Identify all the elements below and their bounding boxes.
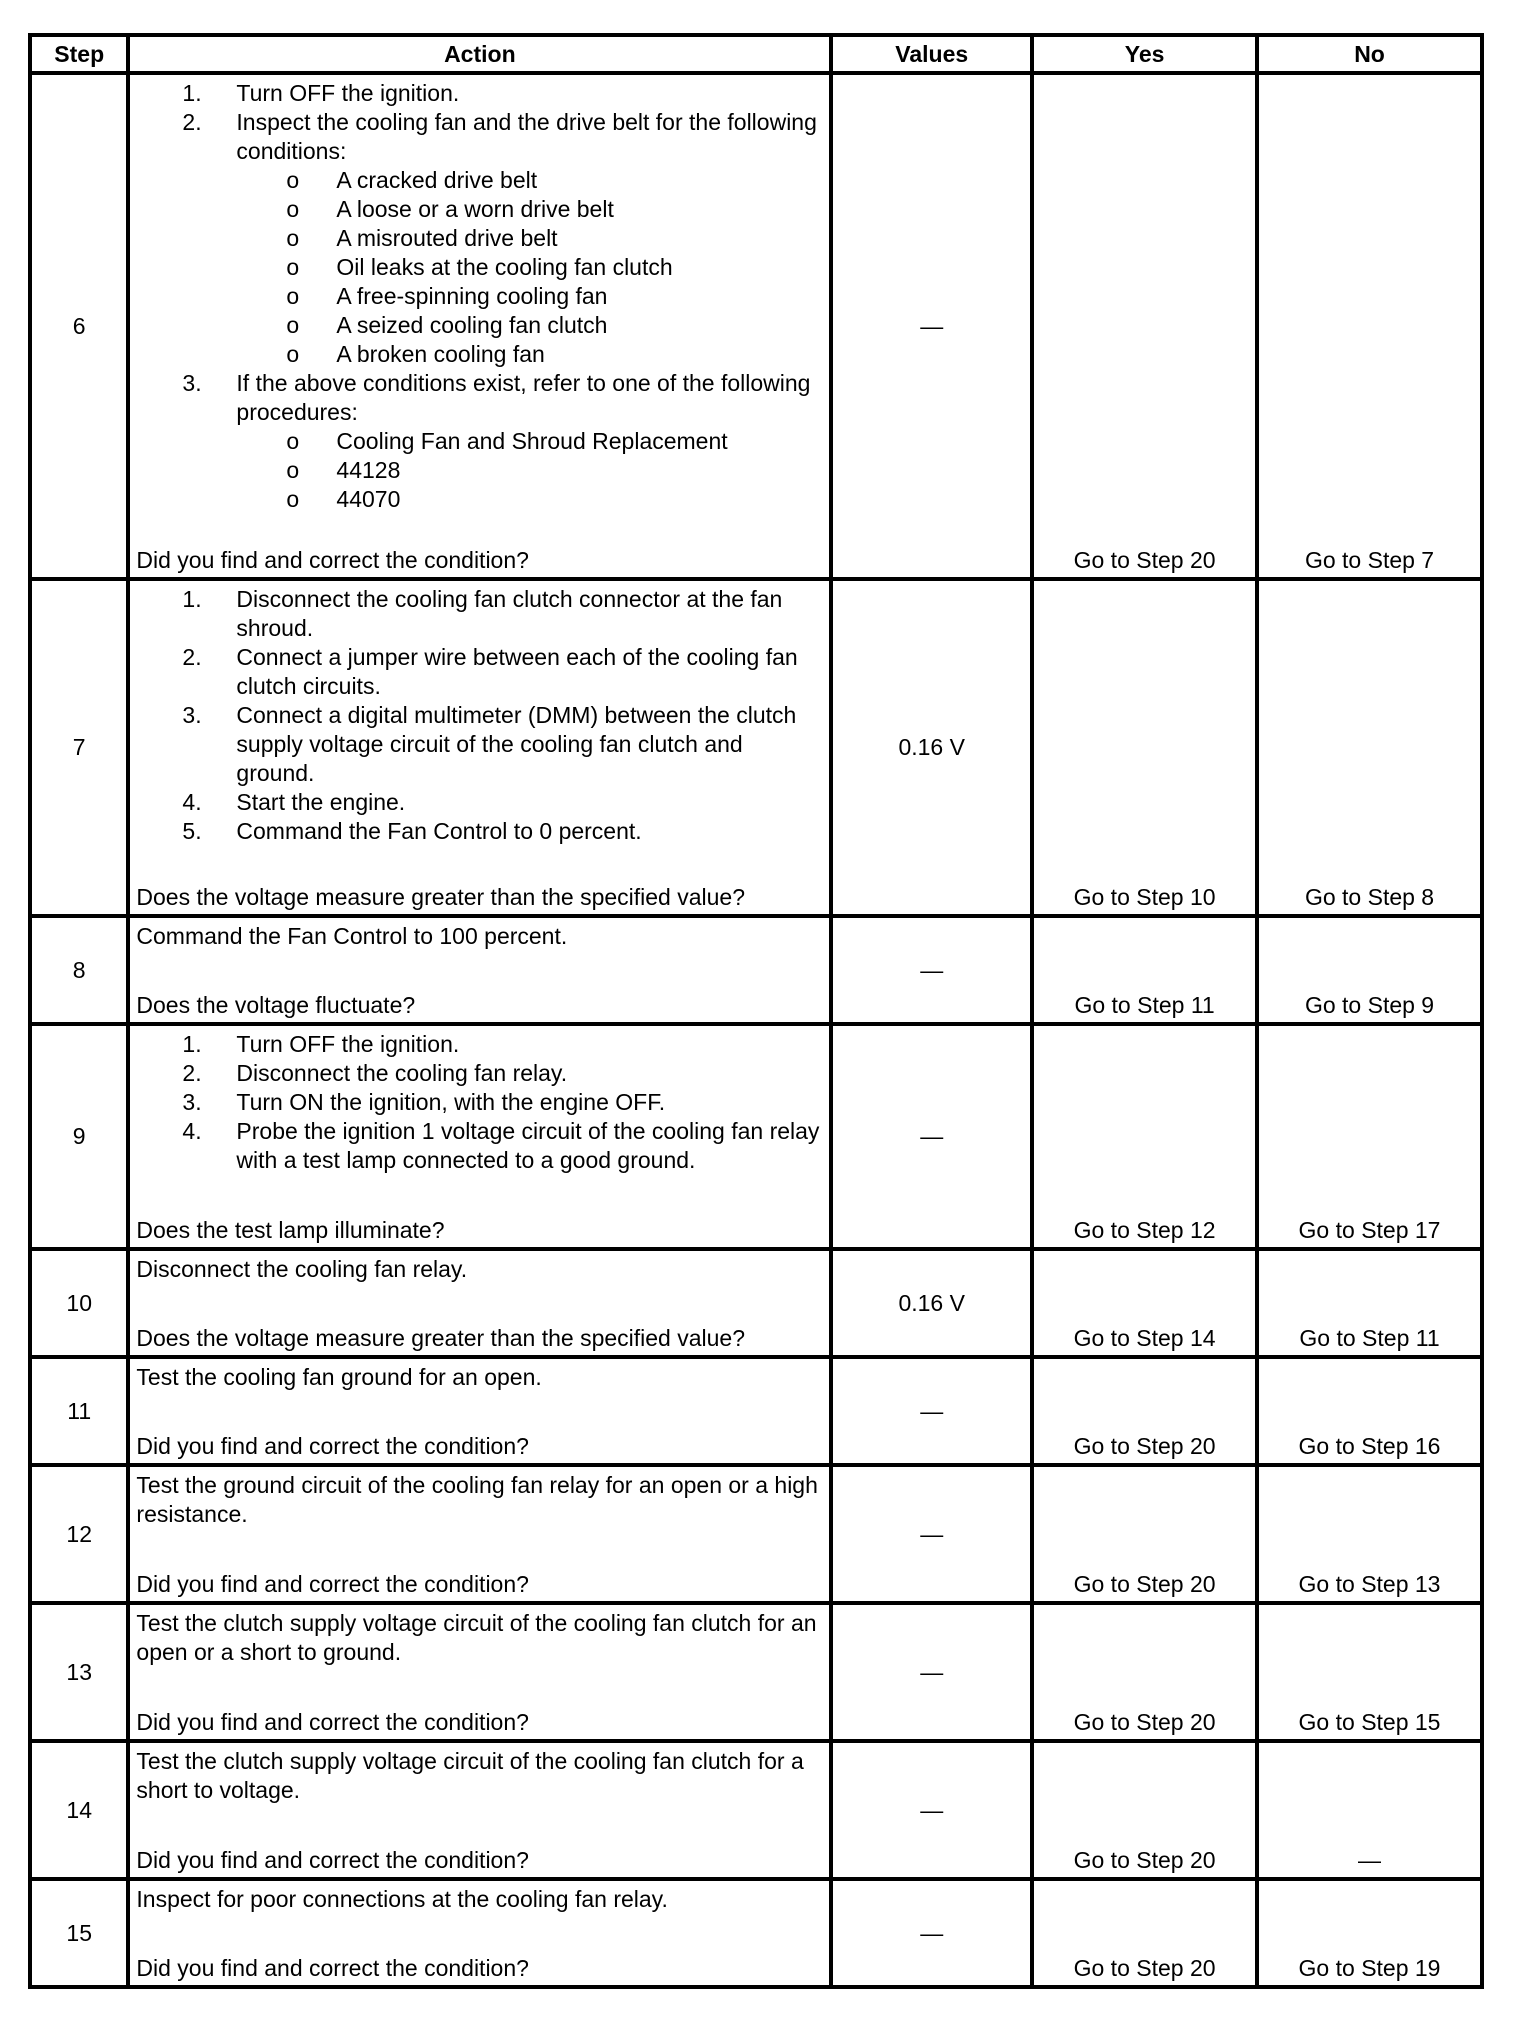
- procedure-item: [136, 1117, 823, 1175]
- bullet-icon: o: [286, 167, 300, 193]
- action-question: Did you find and correct the condition?: [136, 1709, 529, 1735]
- condition-item: [136, 253, 823, 282]
- condition-item: [136, 195, 823, 224]
- action-instructions: [136, 585, 823, 846]
- action-instructions: [136, 1255, 823, 1284]
- yes-result: Go to Step 11: [1032, 916, 1257, 1024]
- bullet-icon: o: [286, 312, 300, 338]
- header-action: Action: [128, 35, 831, 73]
- condition-item: [136, 427, 823, 456]
- spec-value: 0.16 V: [831, 1249, 1032, 1357]
- item-number: 2.: [182, 1060, 202, 1086]
- condition-text: Oil leaks at the cooling fan clutch: [336, 254, 673, 280]
- spec-value: —: [831, 1603, 1032, 1741]
- procedure-list: [136, 585, 823, 846]
- action-content: [136, 585, 823, 912]
- item-number: 5.: [182, 818, 202, 844]
- item-text: Disconnect the cooling fan relay.: [236, 1060, 568, 1086]
- yes-result: Go to Step 10: [1032, 579, 1257, 916]
- procedure-item: [136, 643, 823, 701]
- item-text: Inspect the cooling fan and the drive belt for the following conditions:: [236, 109, 817, 164]
- no-result: Go to Step 11: [1257, 1249, 1482, 1357]
- condition-text: Cooling Fan and Shroud Replacement: [336, 428, 728, 454]
- table-row: [30, 1741, 1482, 1879]
- action-question: Does the voltage measure greater than the specified value?: [136, 1325, 746, 1351]
- spec-value: —: [831, 1357, 1032, 1465]
- spec-value: —: [831, 1879, 1032, 1987]
- bullet-icon: o: [286, 341, 300, 367]
- action-intro: Test the cooling fan ground for an open.: [136, 1364, 542, 1390]
- bullet-icon: o: [286, 428, 300, 454]
- action-question: Did you find and correct the condition?: [136, 547, 529, 573]
- action-cell: [128, 1249, 831, 1357]
- action-content: [136, 1030, 823, 1245]
- item-text: Start the engine.: [236, 789, 406, 815]
- bullet-icon: o: [286, 254, 300, 280]
- item-text: Turn ON the ignition, with the engine OFF.: [236, 1089, 666, 1115]
- condition-list: [236, 427, 823, 514]
- procedure-item: [136, 369, 823, 514]
- condition-item: [136, 282, 823, 311]
- action-intro: Disconnect the cooling fan relay.: [136, 1256, 468, 1282]
- item-number: 1.: [182, 586, 202, 612]
- action-instructions: [136, 1747, 823, 1805]
- action-instructions: [136, 1471, 823, 1529]
- item-number: 2.: [182, 644, 202, 670]
- item-text: Turn OFF the ignition.: [236, 80, 460, 106]
- table-row: [30, 1024, 1482, 1249]
- yes-result: Go to Step 14: [1032, 1249, 1257, 1357]
- yes-result: Go to Step 20: [1032, 1357, 1257, 1465]
- item-number: 4.: [182, 789, 202, 815]
- item-text: Probe the ignition 1 voltage circuit of the cooling fan relay with a test lamp connected to a good ground.: [236, 1118, 820, 1173]
- procedure-item: [136, 817, 823, 846]
- step-number: 13: [30, 1603, 128, 1741]
- table-row: [30, 1603, 1482, 1741]
- action-intro: Inspect for poor connections at the cooling fan relay.: [136, 1886, 668, 1912]
- table-row: [30, 916, 1482, 1024]
- condition-text: A broken cooling fan: [336, 341, 545, 367]
- action-cell: [128, 1603, 831, 1741]
- condition-text: 44070: [336, 486, 401, 512]
- item-text: Turn OFF the ignition.: [236, 1031, 460, 1057]
- step-number: 14: [30, 1741, 128, 1879]
- bullet-icon: o: [286, 457, 300, 483]
- action-question: Did you find and correct the condition?: [136, 1571, 529, 1597]
- yes-result: Go to Step 20: [1032, 1465, 1257, 1603]
- item-number: 3.: [182, 1089, 202, 1115]
- bullet-icon: o: [286, 196, 300, 222]
- table-row: [30, 579, 1482, 916]
- action-content: [136, 1255, 823, 1353]
- step-number: 7: [30, 579, 128, 916]
- condition-item: [136, 340, 823, 369]
- item-text: Connect a digital multimeter (DMM) between the clutch supply voltage circuit of the cooling fan clutch and ground.: [236, 702, 797, 786]
- procedure-item: [136, 108, 823, 369]
- action-content: [136, 922, 823, 1020]
- action-question: Did you find and correct the condition?: [136, 1847, 529, 1873]
- spec-value: —: [831, 1465, 1032, 1603]
- header-step: Step: [30, 35, 128, 73]
- yes-result: Go to Step 20: [1032, 1603, 1257, 1741]
- yes-result: Go to Step 20: [1032, 1879, 1257, 1987]
- action-instructions: [136, 922, 823, 951]
- action-cell: [128, 1465, 831, 1603]
- bullet-icon: o: [286, 283, 300, 309]
- header-values: Values: [831, 35, 1032, 73]
- bullet-icon: o: [286, 225, 300, 251]
- item-text: Disconnect the cooling fan clutch connector at the fan shroud.: [236, 586, 783, 641]
- item-number: 1.: [182, 80, 202, 106]
- item-number: 4.: [182, 1118, 202, 1144]
- action-content: [136, 1885, 823, 1983]
- condition-text: A cracked drive belt: [336, 167, 538, 193]
- no-result: Go to Step 9: [1257, 916, 1482, 1024]
- no-result: Go to Step 19: [1257, 1879, 1482, 1987]
- item-text: Connect a jumper wire between each of the cooling fan clutch circuits.: [236, 644, 798, 699]
- spec-value: 0.16 V: [831, 579, 1032, 916]
- action-intro: Test the ground circuit of the cooling fan relay for an open or a high resistance.: [136, 1472, 818, 1527]
- table-row: [30, 1879, 1482, 1987]
- condition-item: [136, 166, 823, 195]
- header-no: No: [1257, 35, 1482, 73]
- procedure-item: [136, 701, 823, 788]
- action-instructions: [136, 1609, 823, 1667]
- condition-text: A seized cooling fan clutch: [336, 312, 608, 338]
- condition-list: [236, 166, 823, 369]
- action-cell: [128, 579, 831, 916]
- item-number: 3.: [182, 702, 202, 728]
- action-question: Did you find and correct the condition?: [136, 1955, 529, 1981]
- diagnostic-table: [28, 33, 1484, 1989]
- condition-text: A misrouted drive belt: [336, 225, 558, 251]
- item-text: If the above conditions exist, refer to one of the following procedures:: [236, 370, 811, 425]
- action-content: [136, 79, 823, 575]
- item-number: 2.: [182, 109, 202, 135]
- no-result: —: [1257, 1741, 1482, 1879]
- step-number: 12: [30, 1465, 128, 1603]
- step-number: 11: [30, 1357, 128, 1465]
- no-result: Go to Step 13: [1257, 1465, 1482, 1603]
- procedure-item: [136, 1088, 823, 1117]
- condition-item: [136, 456, 823, 485]
- table-row: [30, 1357, 1482, 1465]
- action-instructions: [136, 1030, 823, 1175]
- bullet-icon: o: [286, 486, 300, 512]
- spec-value: —: [831, 73, 1032, 579]
- action-instructions: [136, 1885, 823, 1914]
- step-number: 15: [30, 1879, 128, 1987]
- spec-value: —: [831, 1741, 1032, 1879]
- procedure-item: [136, 1059, 823, 1088]
- action-cell: [128, 1357, 831, 1465]
- condition-item: [136, 485, 823, 514]
- action-instructions: [136, 79, 823, 514]
- spec-value: —: [831, 916, 1032, 1024]
- action-content: [136, 1363, 823, 1461]
- yes-result: Go to Step 12: [1032, 1024, 1257, 1249]
- action-content: [136, 1471, 823, 1599]
- condition-item: [136, 311, 823, 340]
- condition-text: 44128: [336, 457, 401, 483]
- header-row: [30, 35, 1482, 73]
- yes-result: Go to Step 20: [1032, 1741, 1257, 1879]
- procedure-item: [136, 788, 823, 817]
- condition-text: A loose or a worn drive belt: [336, 196, 614, 222]
- procedure-item: [136, 1030, 823, 1059]
- action-cell: [128, 73, 831, 579]
- spec-value: —: [831, 1024, 1032, 1249]
- action-intro: Command the Fan Control to 100 percent.: [136, 923, 568, 949]
- condition-text: A free-spinning cooling fan: [336, 283, 608, 309]
- action-question: Does the voltage measure greater than the specified value?: [136, 884, 746, 910]
- no-result: Go to Step 7: [1257, 73, 1482, 579]
- step-number: 8: [30, 916, 128, 1024]
- procedure-item: [136, 79, 823, 108]
- item-number: 1.: [182, 1031, 202, 1057]
- action-intro: Test the clutch supply voltage circuit of the cooling fan clutch for an open or a short to ground.: [136, 1610, 817, 1665]
- action-cell: [128, 1879, 831, 1987]
- table-row: [30, 1249, 1482, 1357]
- action-cell: [128, 916, 831, 1024]
- no-result: Go to Step 17: [1257, 1024, 1482, 1249]
- no-result: Go to Step 8: [1257, 579, 1482, 916]
- item-number: 3.: [182, 370, 202, 396]
- procedure-item: [136, 585, 823, 643]
- step-number: 10: [30, 1249, 128, 1357]
- action-content: [136, 1609, 823, 1737]
- action-content: [136, 1747, 823, 1875]
- procedure-list: [136, 79, 823, 514]
- header-yes: Yes: [1032, 35, 1257, 73]
- action-cell: [128, 1024, 831, 1249]
- action-instructions: [136, 1363, 823, 1392]
- step-number: 6: [30, 73, 128, 579]
- action-cell: [128, 1741, 831, 1879]
- table-row: [30, 1465, 1482, 1603]
- action-question: Did you find and correct the condition?: [136, 1433, 529, 1459]
- action-question: Does the voltage fluctuate?: [136, 992, 416, 1018]
- item-text: Command the Fan Control to 0 percent.: [236, 818, 642, 844]
- no-result: Go to Step 16: [1257, 1357, 1482, 1465]
- procedure-list: [136, 1030, 823, 1175]
- condition-item: [136, 224, 823, 253]
- action-intro: Test the clutch supply voltage circuit of the cooling fan clutch for a short to voltage.: [136, 1748, 804, 1803]
- table-row: [30, 73, 1482, 579]
- action-question: Does the test lamp illuminate?: [136, 1217, 445, 1243]
- step-number: 9: [30, 1024, 128, 1249]
- diagnostic-table-page: [28, 33, 1484, 1989]
- yes-result: Go to Step 20: [1032, 73, 1257, 579]
- no-result: Go to Step 15: [1257, 1603, 1482, 1741]
